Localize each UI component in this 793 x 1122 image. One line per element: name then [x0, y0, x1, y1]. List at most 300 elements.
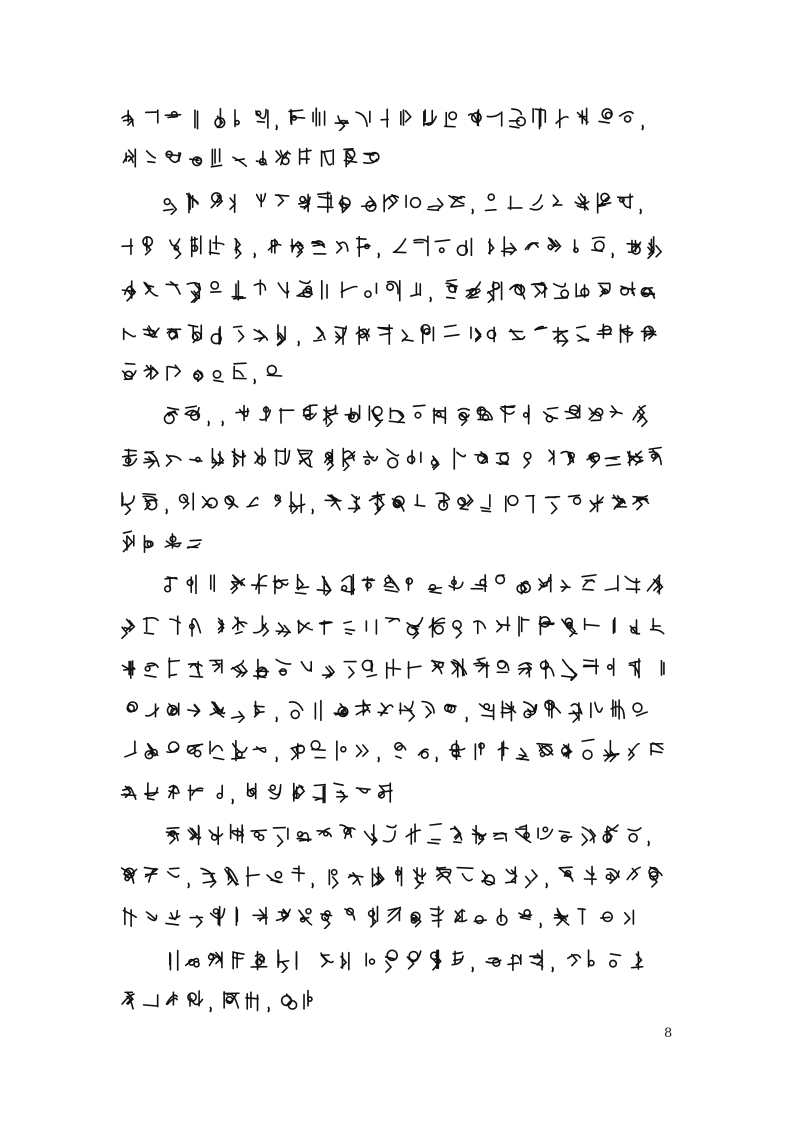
- glyph-run: [118, 482, 670, 522]
- script-glyph: [140, 697, 162, 723]
- script-glyph: [644, 233, 666, 259]
- script-glyph: [476, 863, 498, 889]
- punctuation-mark: [374, 233, 388, 259]
- script-glyph: [410, 489, 432, 515]
- script-glyph: [404, 613, 426, 639]
- script-glyph: [630, 489, 652, 515]
- glyph-run: [118, 730, 670, 770]
- script-glyph: [264, 489, 286, 515]
- script-glyph: [578, 737, 600, 763]
- script-glyph: [562, 401, 584, 427]
- script-glyph: [254, 401, 276, 427]
- script-glyph: [572, 903, 594, 929]
- script-glyph: [162, 145, 184, 171]
- script-glyph: [424, 947, 446, 973]
- text-line: [0, 182, 793, 222]
- script-glyph: [352, 737, 374, 763]
- script-glyph: [320, 401, 342, 427]
- script-glyph: [540, 401, 562, 427]
- script-glyph: [270, 821, 292, 847]
- punctuation-mark: [272, 737, 286, 763]
- script-glyph: [506, 321, 528, 347]
- script-glyph: [226, 821, 248, 847]
- script-glyph: [474, 401, 496, 427]
- script-glyph: [410, 737, 432, 763]
- script-glyph: [608, 697, 630, 723]
- punctuation-mark: [272, 105, 286, 131]
- script-glyph: [206, 697, 228, 723]
- script-glyph: [250, 903, 272, 929]
- script-glyph: [352, 321, 374, 347]
- script-glyph: [140, 145, 162, 171]
- glyph-run: [118, 772, 414, 812]
- script-glyph: [276, 401, 298, 427]
- script-glyph: [550, 321, 572, 347]
- script-glyph: [484, 105, 506, 131]
- script-glyph: [630, 697, 652, 723]
- script-glyph: [492, 613, 514, 639]
- script-glyph: [578, 863, 600, 889]
- glyph-run: [118, 314, 670, 354]
- script-glyph: [380, 821, 402, 847]
- script-glyph: [446, 947, 468, 973]
- script-glyph: [184, 655, 206, 681]
- script-glyph: [644, 737, 666, 763]
- script-glyph: [454, 489, 476, 515]
- glyph-run: [118, 270, 670, 310]
- script-glyph: [504, 189, 526, 215]
- script-glyph: [430, 401, 452, 427]
- script-glyph: [242, 987, 264, 1013]
- text-line: [0, 314, 793, 354]
- script-glyph: [316, 445, 338, 471]
- script-glyph: [184, 987, 206, 1013]
- script-glyph: [140, 233, 162, 259]
- script-glyph: [338, 277, 360, 303]
- script-glyph: [520, 697, 542, 723]
- script-glyph: [162, 529, 184, 555]
- script-glyph: [520, 489, 542, 515]
- script-glyph: [198, 863, 220, 889]
- script-glyph: [292, 821, 314, 847]
- script-glyph: [534, 571, 556, 597]
- script-glyph: [182, 189, 204, 215]
- script-glyph: [140, 655, 162, 681]
- script-glyph: [118, 655, 140, 681]
- script-glyph: [550, 903, 572, 929]
- text-line: [0, 394, 793, 434]
- script-glyph: [572, 105, 594, 131]
- script-glyph: [118, 489, 140, 515]
- text-line: [0, 980, 793, 1020]
- script-glyph: [226, 947, 248, 973]
- script-glyph: [526, 947, 548, 973]
- script-glyph: [242, 863, 264, 889]
- script-glyph: [520, 233, 542, 259]
- script-glyph: [638, 277, 660, 303]
- script-glyph: [526, 189, 548, 215]
- script-glyph: [286, 105, 308, 131]
- script-glyph: [506, 105, 528, 131]
- script-glyph: [564, 489, 586, 515]
- script-glyph: [294, 277, 316, 303]
- script-glyph: [498, 489, 520, 515]
- script-glyph: [418, 697, 440, 723]
- script-glyph: [336, 821, 358, 847]
- script-glyph: [498, 863, 520, 889]
- punctuation-mark: [638, 105, 652, 131]
- script-glyph: [462, 105, 484, 131]
- script-glyph: [558, 445, 580, 471]
- script-glyph: [408, 401, 430, 427]
- script-glyph: [162, 445, 184, 471]
- script-glyph: [162, 359, 184, 385]
- script-glyph: [594, 105, 616, 131]
- script-glyph: [556, 737, 578, 763]
- script-glyph: [402, 947, 424, 973]
- script-glyph: [206, 277, 228, 303]
- script-glyph: [528, 105, 550, 131]
- punctuation-mark: [608, 233, 622, 259]
- script-glyph: [344, 489, 366, 515]
- script-glyph: [606, 947, 628, 973]
- page-number: 8: [664, 1026, 673, 1041]
- punctuation-mark: [184, 863, 198, 889]
- script-glyph: [512, 821, 534, 847]
- script-glyph: [462, 277, 484, 303]
- script-glyph: [580, 655, 602, 681]
- script-glyph: [594, 321, 616, 347]
- script-glyph: [250, 737, 272, 763]
- glyph-run: [118, 226, 670, 266]
- script-glyph: [644, 863, 666, 889]
- punctuation-mark: [228, 779, 242, 805]
- script-glyph: [286, 737, 308, 763]
- script-glyph: [248, 821, 270, 847]
- script-glyph: [600, 737, 622, 763]
- script-glyph: [176, 489, 198, 515]
- punctuation-mark: [250, 233, 264, 259]
- script-glyph: [534, 821, 556, 847]
- script-glyph: [204, 571, 226, 597]
- punctuation-mark: [308, 489, 322, 515]
- script-glyph: [264, 233, 286, 259]
- script-glyph: [558, 613, 580, 639]
- script-glyph: [330, 779, 352, 805]
- script-glyph: [140, 445, 162, 471]
- script-glyph: [322, 489, 344, 515]
- text-line: [0, 564, 793, 604]
- script-glyph: [162, 903, 184, 929]
- script-glyph: [616, 321, 638, 347]
- script-glyph: [118, 613, 140, 639]
- script-glyph: [484, 321, 506, 347]
- script-glyph: [204, 821, 226, 847]
- script-glyph: [264, 359, 286, 385]
- script-glyph: [228, 105, 250, 131]
- glyph-run: [160, 940, 670, 980]
- script-glyph: [330, 233, 352, 259]
- script-glyph: [140, 105, 162, 131]
- script-glyph: [330, 697, 352, 723]
- script-glyph: [250, 321, 272, 347]
- script-glyph: [352, 105, 374, 131]
- script-glyph: [118, 277, 140, 303]
- script-glyph: [118, 987, 140, 1013]
- script-glyph: [182, 401, 204, 427]
- punctuation-mark: [206, 987, 220, 1013]
- script-glyph: [330, 321, 352, 347]
- script-glyph: [470, 903, 492, 929]
- script-glyph: [542, 489, 564, 515]
- script-glyph: [272, 903, 294, 929]
- script-glyph: [228, 233, 250, 259]
- glyph-run: [118, 980, 340, 1020]
- script-glyph: [614, 189, 636, 215]
- glyph-run: [118, 606, 670, 646]
- text-line: [0, 438, 793, 478]
- script-glyph: [162, 863, 184, 889]
- script-glyph: [446, 821, 468, 847]
- glyph-run: [160, 394, 670, 434]
- script-glyph: [470, 613, 492, 639]
- script-glyph: [336, 571, 358, 597]
- script-glyph: [468, 821, 490, 847]
- script-glyph: [638, 321, 660, 347]
- script-glyph: [388, 489, 410, 515]
- script-glyph: [424, 189, 446, 215]
- text-line: [0, 522, 793, 562]
- script-glyph: [622, 737, 644, 763]
- script-glyph: [250, 105, 272, 131]
- script-glyph: [462, 321, 484, 347]
- script-glyph: [140, 863, 162, 889]
- script-glyph: [484, 277, 506, 303]
- script-glyph: [198, 489, 220, 515]
- script-glyph: [358, 821, 380, 847]
- script-glyph: [646, 655, 668, 681]
- script-glyph: [330, 105, 352, 131]
- script-glyph: [344, 863, 366, 889]
- text-line: [0, 648, 793, 688]
- script-glyph: [118, 145, 140, 171]
- script-glyph: [160, 821, 182, 847]
- glyph-run: [118, 438, 670, 478]
- script-glyph: [402, 571, 424, 597]
- script-glyph: [476, 233, 498, 259]
- script-glyph: [308, 697, 330, 723]
- script-glyph: [600, 821, 622, 847]
- script-glyph: [352, 697, 374, 723]
- script-glyph: [358, 189, 380, 215]
- script-glyph: [440, 105, 462, 131]
- script-glyph: [242, 779, 264, 805]
- script-glyph: [622, 863, 644, 889]
- script-glyph: [248, 189, 270, 215]
- script-glyph: [454, 233, 476, 259]
- script-glyph: [118, 863, 140, 889]
- script-glyph: [162, 277, 184, 303]
- text-line: [0, 772, 793, 812]
- script-glyph: [298, 401, 320, 427]
- script-glyph: [272, 145, 294, 171]
- script-glyph: [206, 445, 228, 471]
- glyph-run: [118, 856, 670, 896]
- script-glyph: [162, 613, 184, 639]
- text-line: [0, 730, 793, 770]
- script-glyph: [118, 359, 140, 385]
- script-glyph: [366, 489, 388, 515]
- script-glyph: [270, 571, 292, 597]
- script-glyph: [118, 779, 140, 805]
- script-glyph: [448, 655, 470, 681]
- script-glyph: [140, 987, 162, 1013]
- script-glyph: [454, 863, 476, 889]
- script-glyph: [272, 613, 294, 639]
- script-glyph: [606, 401, 628, 427]
- script-glyph: [382, 277, 404, 303]
- script-glyph: [184, 277, 206, 303]
- script-glyph: [140, 779, 162, 805]
- script-glyph: [264, 863, 286, 889]
- script-glyph: [338, 145, 360, 171]
- script-glyph: [184, 321, 206, 347]
- text-line: [0, 226, 793, 266]
- script-glyph: [470, 655, 492, 681]
- glyph-run: [118, 352, 296, 392]
- script-glyph: [534, 737, 556, 763]
- script-glyph: [616, 277, 638, 303]
- punctuation-mark: [468, 947, 482, 973]
- script-glyph: [592, 189, 614, 215]
- script-glyph: [206, 613, 228, 639]
- script-glyph: [528, 321, 550, 347]
- script-glyph: [292, 571, 314, 597]
- script-glyph: [556, 821, 578, 847]
- script-glyph: [600, 863, 622, 889]
- script-glyph: [140, 489, 162, 515]
- script-glyph: [476, 697, 498, 723]
- script-glyph: [404, 903, 426, 929]
- script-glyph: [550, 105, 572, 131]
- script-glyph: [448, 613, 470, 639]
- script-glyph: [118, 903, 140, 929]
- punctuation-mark: [636, 189, 650, 215]
- punctuation-mark: [294, 321, 308, 347]
- script-glyph: [616, 903, 638, 929]
- script-glyph: [182, 571, 204, 597]
- text-line: [0, 940, 793, 980]
- script-glyph: [440, 697, 462, 723]
- script-glyph: [518, 401, 540, 427]
- script-glyph: [584, 947, 606, 973]
- script-glyph: [162, 655, 184, 681]
- punctuation-mark: [468, 189, 482, 215]
- text-line: [0, 270, 793, 310]
- punctuation-mark: [644, 821, 658, 847]
- glyph-run: [160, 182, 670, 222]
- script-glyph: [550, 277, 572, 303]
- script-glyph: [542, 233, 564, 259]
- text-line: [0, 352, 793, 392]
- punctuation-mark: [272, 697, 286, 723]
- script-glyph: [184, 779, 206, 805]
- script-glyph: [270, 189, 292, 215]
- script-glyph: [404, 277, 426, 303]
- script-glyph: [228, 145, 250, 171]
- script-glyph: [396, 105, 418, 131]
- script-glyph: [600, 571, 622, 597]
- script-glyph: [404, 445, 426, 471]
- script-glyph: [250, 277, 272, 303]
- script-glyph: [624, 655, 646, 681]
- script-glyph: [292, 947, 314, 973]
- script-glyph: [470, 445, 492, 471]
- script-glyph: [314, 189, 336, 215]
- script-glyph: [542, 697, 564, 723]
- script-glyph: [228, 903, 250, 929]
- script-glyph: [160, 401, 182, 427]
- text-line: [0, 138, 793, 178]
- script-glyph: [506, 277, 528, 303]
- script-glyph: [118, 445, 140, 471]
- script-glyph: [316, 655, 338, 681]
- script-glyph: [482, 189, 504, 215]
- text-line: [0, 606, 793, 646]
- script-glyph: [338, 903, 360, 929]
- script-glyph: [448, 903, 470, 929]
- script-glyph: [578, 821, 600, 847]
- script-glyph: [184, 737, 206, 763]
- script-glyph: [316, 145, 338, 171]
- script-glyph: [228, 655, 250, 681]
- script-glyph: [492, 655, 514, 681]
- script-glyph: [562, 947, 584, 973]
- script-glyph: [140, 903, 162, 929]
- script-glyph: [184, 529, 206, 555]
- script-glyph: [432, 489, 454, 515]
- punctuation-mark: [264, 987, 278, 1013]
- script-glyph: [162, 779, 184, 805]
- script-glyph: [118, 321, 140, 347]
- script-glyph: [228, 359, 250, 385]
- punctuation-mark: [426, 277, 440, 303]
- script-glyph: [624, 613, 646, 639]
- script-glyph: [338, 655, 360, 681]
- script-glyph: [358, 571, 380, 597]
- script-glyph: [226, 571, 248, 597]
- glyph-run: [118, 138, 396, 178]
- script-glyph: [278, 987, 300, 1013]
- script-glyph: [514, 445, 536, 471]
- script-glyph: [286, 697, 308, 723]
- script-glyph: [476, 489, 498, 515]
- script-glyph: [580, 613, 602, 639]
- script-glyph: [514, 903, 536, 929]
- script-glyph: [140, 613, 162, 639]
- text-line: [0, 856, 793, 896]
- script-glyph: [402, 821, 424, 847]
- glyph-run: [118, 648, 670, 688]
- script-glyph: [232, 401, 254, 427]
- script-glyph: [364, 401, 386, 427]
- script-glyph: [184, 145, 206, 171]
- script-glyph: [118, 529, 140, 555]
- script-glyph: [382, 655, 404, 681]
- script-glyph: [140, 529, 162, 555]
- script-glyph: [622, 571, 644, 597]
- script-glyph: [396, 321, 418, 347]
